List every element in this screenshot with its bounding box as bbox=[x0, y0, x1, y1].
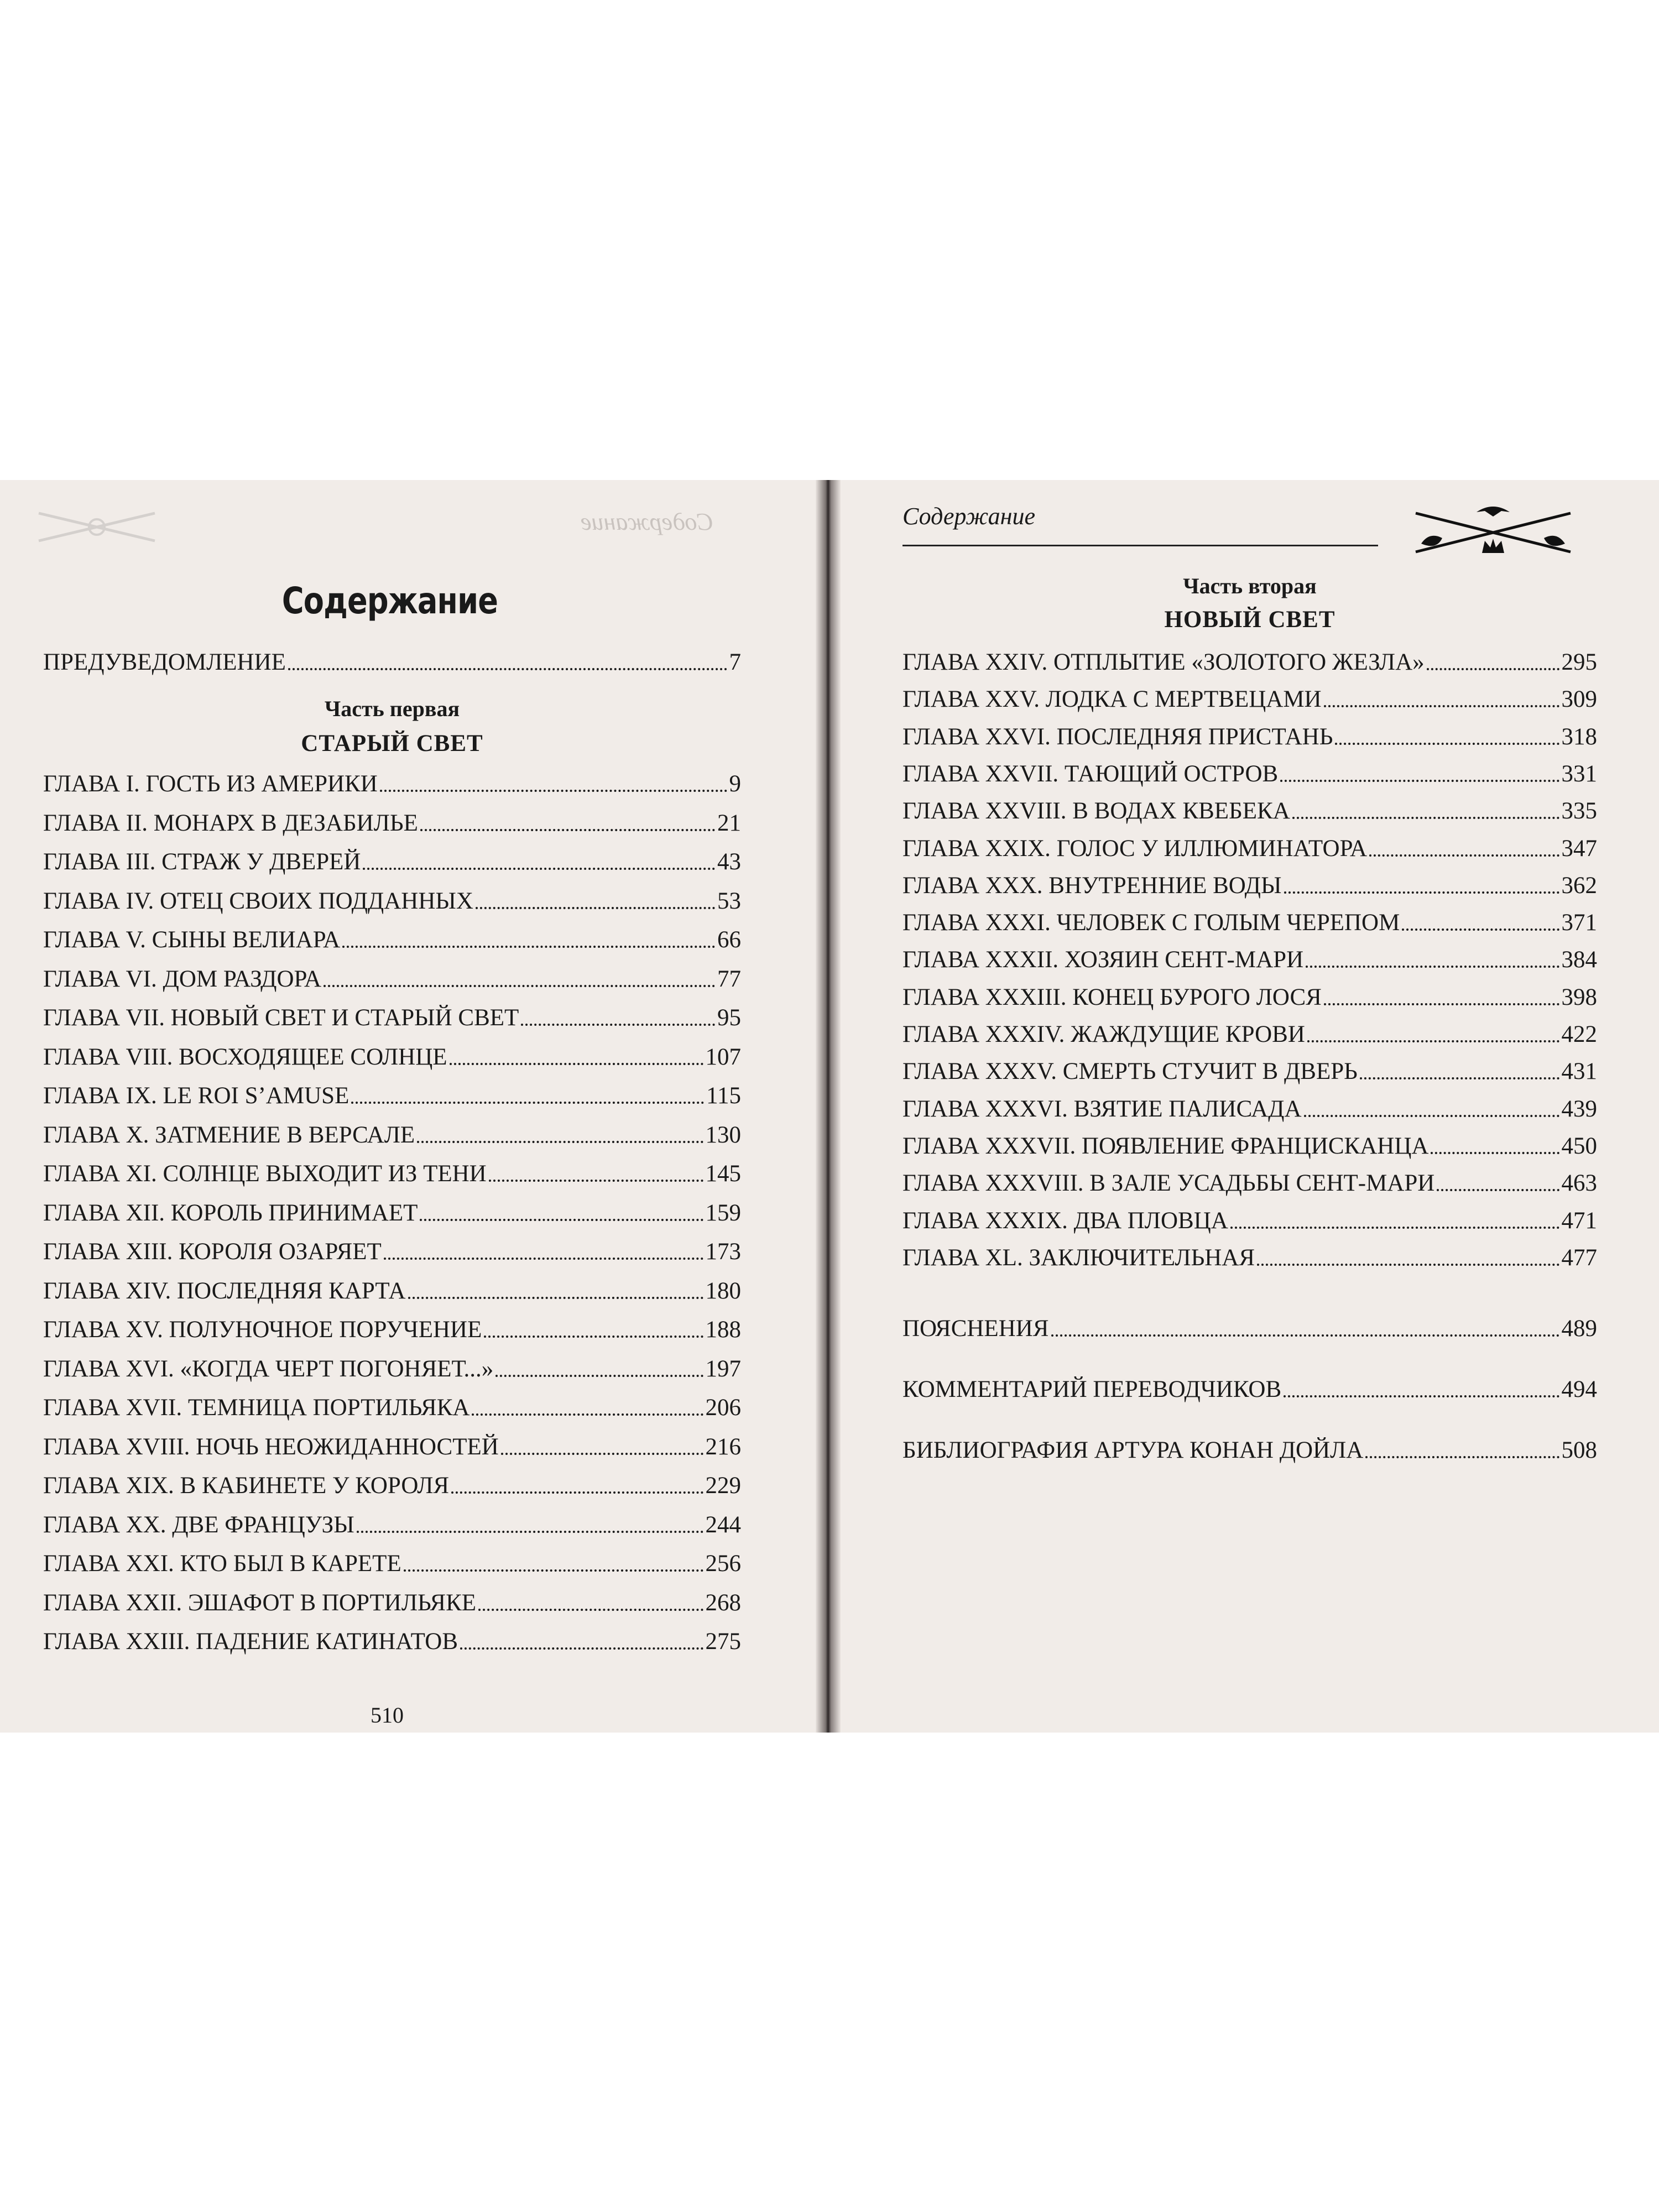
chapter-page: 216 bbox=[705, 1433, 741, 1460]
chapter-entry[interactable] bbox=[902, 1244, 1597, 1271]
chapter-label: ГЛАВА XVII. ТЕМНИЦА ПОРТИЛЬЯКА bbox=[43, 1395, 470, 1421]
dot-leader bbox=[1051, 1330, 1559, 1337]
chapter-page: 318 bbox=[1561, 723, 1597, 750]
chapter-page: 309 bbox=[1561, 686, 1597, 713]
chapter-entry[interactable] bbox=[43, 1044, 741, 1071]
chapter-label: ГЛАВА XXI. КТО БЫЛ В КАРЕТЕ bbox=[43, 1551, 401, 1577]
dot-leader bbox=[472, 1409, 703, 1416]
chapter-entry[interactable] bbox=[902, 909, 1597, 936]
dot-leader bbox=[288, 664, 727, 670]
chapter-label: ГЛАВА X. ЗАТМЕНИЕ В ВЕРСАЛЕ bbox=[43, 1121, 415, 1148]
dot-leader bbox=[460, 1643, 703, 1650]
dot-leader bbox=[1230, 1222, 1559, 1229]
dot-leader bbox=[420, 1214, 703, 1221]
dot-leader bbox=[476, 902, 715, 909]
dot-leader bbox=[450, 1058, 703, 1065]
dot-leader bbox=[1402, 924, 1559, 931]
chapter-label: ГЛАВА VI. ДОМ РАЗДОРА bbox=[43, 966, 322, 992]
right-page bbox=[841, 480, 1659, 1733]
chapter-label: ГЛАВА XXVI. ПОСЛЕДНЯЯ ПРИСТАНЬ bbox=[902, 723, 1333, 750]
chapter-label: ГЛАВА XL. ЗАКЛЮЧИТЕЛЬНАЯ bbox=[902, 1244, 1255, 1271]
chapter-page: 66 bbox=[717, 927, 741, 953]
chapter-entry[interactable] bbox=[43, 1160, 741, 1187]
chapter-label: ГЛАВА III. СТРАЖ У ДВЕРЕЙ bbox=[43, 849, 361, 875]
chapter-label: ГЛАВА XXIX. ГОЛОС У ИЛЛЮМИНАТОРА bbox=[902, 835, 1368, 862]
chapter-label: ГЛАВА XXXIX. ДВА ПЛОВЦА bbox=[902, 1207, 1228, 1234]
chapter-label: ГЛАВА IV. ОТЕЦ СВОИХ ПОДДАННЫХ bbox=[43, 888, 473, 914]
chapter-page: 335 bbox=[1561, 798, 1597, 825]
book-gutter bbox=[816, 480, 841, 1733]
page-title: Содержание bbox=[281, 580, 498, 622]
dot-leader bbox=[1360, 1073, 1559, 1079]
notes-entry[interactable] bbox=[902, 1315, 1597, 1342]
chapter-label: ГЛАВА II. МОНАРХ В ДЕЗАБИЛЬЕ bbox=[43, 810, 418, 836]
chapter-page: 244 bbox=[705, 1511, 741, 1538]
chapter-entry[interactable] bbox=[43, 1511, 741, 1538]
chapter-page: 463 bbox=[1561, 1170, 1597, 1197]
chapter-entry[interactable] bbox=[902, 797, 1597, 825]
chapter-page: 471 bbox=[1561, 1207, 1597, 1234]
dot-leader bbox=[1324, 701, 1559, 707]
chapter-label: ГЛАВА XXXIII. КОНЕЦ БУРОГО ЛОСЯ bbox=[902, 984, 1322, 1010]
left-page bbox=[0, 480, 816, 1733]
chapter-entry[interactable] bbox=[902, 686, 1597, 713]
part-two-title: НОВЫЙ СВЕТ bbox=[1164, 607, 1335, 633]
chapter-page: 422 bbox=[1561, 1021, 1597, 1047]
entry-page: 494 bbox=[1561, 1376, 1597, 1402]
dot-leader bbox=[484, 1331, 703, 1338]
chapter-page: 53 bbox=[717, 888, 741, 914]
chapter-entry[interactable] bbox=[902, 1170, 1597, 1197]
chapter-page: 130 bbox=[705, 1121, 741, 1148]
chapter-entry[interactable] bbox=[43, 1004, 741, 1031]
chapter-entry[interactable] bbox=[43, 848, 741, 875]
dot-leader bbox=[1280, 775, 1559, 782]
part-two-label: Часть вторая bbox=[1183, 573, 1317, 598]
chapter-entry[interactable] bbox=[902, 760, 1597, 787]
chapter-label: ГЛАВА XVIII. НОЧЬ НЕОЖИДАННОСТЕЙ bbox=[43, 1433, 499, 1460]
chapter-page: 362 bbox=[1561, 872, 1597, 899]
chapter-page: 439 bbox=[1561, 1095, 1597, 1122]
chapter-label: ГЛАВА XV. ПОЛУНОЧНОЕ ПОРУЧЕНИЕ bbox=[43, 1317, 482, 1343]
chapter-label: ГЛАВА XXX. ВНУТРЕННИЕ ВОДЫ bbox=[902, 872, 1282, 899]
chapter-entry[interactable] bbox=[43, 1355, 741, 1383]
chapter-label: ГЛАВА XXIV. ОТПЛЫТИЕ «ЗОЛОТОГО ЖЕЗЛА» bbox=[902, 649, 1425, 675]
dot-leader bbox=[384, 1253, 703, 1260]
chapter-page: 229 bbox=[705, 1473, 741, 1499]
entry-page: 7 bbox=[729, 649, 741, 675]
chapter-page: 95 bbox=[717, 1005, 741, 1031]
entry-page: 508 bbox=[1561, 1437, 1597, 1463]
chapter-entry[interactable] bbox=[43, 1121, 741, 1149]
chapter-entry[interactable] bbox=[43, 1238, 741, 1265]
entry-label: КОММЕНТАРИЙ ПЕРЕВОДЧИКОВ bbox=[902, 1376, 1282, 1402]
entry-label: ПРЕДУВЕДОМЛЕНИЕ bbox=[43, 649, 286, 675]
chapter-page: 275 bbox=[705, 1629, 741, 1655]
chapter-label: ГЛАВА XIX. В КАБИНЕТЕ У КОРОЛЯ bbox=[43, 1473, 450, 1499]
chapter-label: ГЛАВА XX. ДВЕ ФРАНЦУЗЫ bbox=[43, 1511, 354, 1538]
dot-leader bbox=[1257, 1259, 1559, 1266]
chapter-entry[interactable] bbox=[902, 1058, 1597, 1085]
chapter-page: 450 bbox=[1561, 1133, 1597, 1159]
chapter-entry[interactable] bbox=[43, 926, 741, 953]
chapter-label: ГЛАВА XXXI. ЧЕЛОВЕК С ГОЛЫМ ЧЕРЕПОМ bbox=[902, 910, 1400, 936]
chapter-page: 371 bbox=[1561, 910, 1597, 936]
chapter-page: 268 bbox=[705, 1589, 741, 1616]
show-through-ornament-icon bbox=[33, 502, 160, 552]
dot-leader bbox=[357, 1526, 703, 1533]
chapter-entry[interactable] bbox=[902, 835, 1597, 862]
chapter-label: ГЛАВА XXXVIII. В ЗАЛЕ УСАДЬБЫ СЕНТ-МАРИ bbox=[902, 1170, 1435, 1197]
chapter-entry[interactable] bbox=[902, 946, 1597, 973]
chapter-page: 256 bbox=[705, 1551, 741, 1577]
chapter-entry[interactable] bbox=[43, 966, 741, 993]
chapter-page: 173 bbox=[705, 1239, 741, 1265]
entry-label: БИБЛИОГРАФИЯ АРТУРА КОНАН ДОЙЛА bbox=[902, 1437, 1364, 1463]
chapter-page: 331 bbox=[1561, 760, 1597, 787]
dot-leader bbox=[324, 980, 715, 987]
dot-leader bbox=[1365, 1452, 1559, 1458]
part-one-title: СТАРЫЙ СВЕТ bbox=[301, 731, 483, 757]
dot-leader bbox=[1427, 664, 1559, 670]
chapter-entry[interactable] bbox=[43, 1628, 741, 1655]
dot-leader bbox=[451, 1487, 703, 1494]
running-header: Содержание bbox=[902, 503, 1036, 530]
chapter-label: ГЛАВА XXV. ЛОДКА С МЕРТВЕЦАМИ bbox=[902, 686, 1322, 713]
chapter-entry[interactable] bbox=[43, 1316, 741, 1343]
chapter-label: ГЛАВА XXIII. ПАДЕНИЕ КАТИНАТОВ bbox=[43, 1629, 458, 1655]
show-through-header: Содержание bbox=[581, 508, 714, 535]
chapter-label: ГЛАВА XXXVII. ПОЯВЛЕНИЕ ФРАНЦИСКАНЦА bbox=[902, 1133, 1429, 1159]
dot-leader bbox=[1335, 738, 1559, 745]
chapter-entry[interactable] bbox=[902, 1095, 1597, 1123]
chapter-label: ГЛАВА XI. СОЛНЦЕ ВЫХОДИТ ИЗ ТЕНИ bbox=[43, 1161, 487, 1187]
bibliography-entry[interactable] bbox=[902, 1437, 1597, 1464]
dot-leader bbox=[495, 1370, 703, 1377]
dot-leader bbox=[1307, 1036, 1559, 1042]
chapter-label: ГЛАВА XIII. КОРОЛЯ ОЗАРЯЕТ bbox=[43, 1239, 382, 1265]
chapter-page: 145 bbox=[705, 1161, 741, 1187]
dot-leader bbox=[1304, 1110, 1559, 1117]
chapter-entry[interactable] bbox=[43, 1433, 741, 1460]
dot-leader bbox=[342, 941, 715, 948]
chapter-label: ГЛАВА IX. LE ROI S’AMUSE bbox=[43, 1083, 349, 1109]
crossed-swords-crown-icon bbox=[1410, 502, 1576, 557]
chapter-label: ГЛАВА XXII. ЭШАФОТ В ПОРТИЛЬЯКЕ bbox=[43, 1589, 477, 1616]
chapter-entry[interactable] bbox=[43, 888, 741, 915]
dot-leader bbox=[404, 1565, 703, 1572]
chapter-page: 180 bbox=[705, 1277, 741, 1304]
dot-leader bbox=[1431, 1147, 1559, 1154]
chapter-entry[interactable] bbox=[902, 1133, 1597, 1160]
chapter-label: ГЛАВА XXXVI. ВЗЯТИЕ ПАЛИСАДА bbox=[902, 1095, 1302, 1122]
chapter-label: ГЛАВА XIV. ПОСЛЕДНЯЯ КАРТА bbox=[43, 1277, 406, 1304]
chapter-page: 107 bbox=[705, 1044, 741, 1070]
entry-page: 489 bbox=[1561, 1316, 1597, 1342]
chapter-label: ГЛАВА I. ГОСТЬ ИЗ АМЕРИКИ bbox=[43, 771, 378, 797]
chapter-entry[interactable] bbox=[43, 1277, 741, 1305]
chapter-label: ГЛАВА XVI. «КОГДА ЧЕРТ ПОГОНЯЕТ...» bbox=[43, 1355, 494, 1382]
dot-leader bbox=[501, 1448, 703, 1455]
dot-leader bbox=[1284, 887, 1559, 894]
preface-entry[interactable] bbox=[43, 649, 741, 676]
chapter-page: 43 bbox=[717, 849, 741, 875]
dot-leader bbox=[363, 863, 715, 870]
part-one-label: Часть первая bbox=[324, 696, 460, 721]
chapter-page: 115 bbox=[706, 1083, 741, 1109]
chapter-entry[interactable] bbox=[43, 1394, 741, 1421]
chapter-page: 9 bbox=[729, 771, 741, 797]
chapter-entry[interactable] bbox=[902, 1021, 1597, 1048]
chapter-label: ГЛАВА XXXIV. ЖАЖДУЩИЕ КРОВИ bbox=[902, 1021, 1305, 1047]
chapter-entry[interactable] bbox=[902, 872, 1597, 899]
chapter-page: 431 bbox=[1561, 1058, 1597, 1085]
dot-leader bbox=[417, 1136, 703, 1143]
dot-leader bbox=[1306, 961, 1559, 968]
chapter-entry[interactable] bbox=[43, 770, 741, 797]
dot-leader bbox=[420, 825, 715, 831]
dot-leader bbox=[489, 1175, 703, 1182]
chapter-entry[interactable] bbox=[902, 984, 1597, 1011]
dot-leader bbox=[408, 1292, 703, 1299]
dot-leader bbox=[521, 1019, 715, 1026]
chapter-entry[interactable] bbox=[43, 1472, 741, 1499]
chapter-page: 159 bbox=[705, 1199, 741, 1226]
chapter-page: 347 bbox=[1561, 835, 1597, 862]
chapter-page: 384 bbox=[1561, 947, 1597, 973]
chapter-label: ГЛАВА XXXII. ХОЗЯИН СЕНТ-МАРИ bbox=[902, 947, 1304, 973]
header-rule bbox=[902, 545, 1378, 546]
chapter-entry[interactable] bbox=[43, 810, 741, 837]
chapter-entry[interactable] bbox=[43, 1550, 741, 1577]
chapter-label: ГЛАВА XII. КОРОЛЬ ПРИНИМАЕТ bbox=[43, 1199, 418, 1226]
chapter-entry[interactable] bbox=[43, 1589, 741, 1616]
dot-leader bbox=[1324, 999, 1559, 1005]
chapter-entry[interactable] bbox=[902, 649, 1597, 676]
dot-leader bbox=[1292, 812, 1559, 819]
chapter-label: ГЛАВА XXXV. СМЕРТЬ СТУЧИТ В ДВЕРЬ bbox=[902, 1058, 1358, 1085]
chapter-entry[interactable] bbox=[43, 1199, 741, 1227]
dot-leader bbox=[1369, 850, 1559, 857]
entry-label: ПОЯСНЕНИЯ bbox=[902, 1316, 1049, 1342]
page-number: 510 bbox=[371, 1703, 404, 1728]
chapter-label: ГЛАВА VII. НОВЫЙ СВЕТ И СТАРЫЙ СВЕТ bbox=[43, 1005, 519, 1031]
dot-leader bbox=[380, 785, 727, 792]
chapter-entry[interactable] bbox=[902, 1207, 1597, 1234]
chapter-page: 77 bbox=[717, 966, 741, 992]
dot-leader bbox=[478, 1604, 703, 1611]
chapter-label: ГЛАВА XXVII. ТАЮЩИЙ ОСТРОВ bbox=[902, 760, 1279, 787]
dot-leader bbox=[1284, 1391, 1559, 1397]
chapter-entry[interactable] bbox=[43, 1082, 741, 1109]
chapter-entry[interactable] bbox=[902, 723, 1597, 750]
chapter-label: ГЛАВА XXVIII. В ВОДАХ КВЕБЕКА bbox=[902, 798, 1290, 825]
chapter-page: 477 bbox=[1561, 1244, 1597, 1271]
chapter-page: 398 bbox=[1561, 984, 1597, 1010]
commentary-entry[interactable] bbox=[902, 1376, 1597, 1403]
dot-leader bbox=[1437, 1185, 1559, 1191]
chapter-page: 197 bbox=[705, 1355, 741, 1382]
dot-leader bbox=[351, 1097, 704, 1104]
chapter-page: 21 bbox=[717, 810, 741, 836]
chapter-page: 188 bbox=[705, 1317, 741, 1343]
chapter-label: ГЛАВА VIII. ВОСХОДЯЩЕЕ СОЛНЦЕ bbox=[43, 1044, 447, 1070]
chapter-page: 295 bbox=[1561, 649, 1597, 675]
chapter-label: ГЛАВА V. СЫНЫ ВЕЛИАРА bbox=[43, 927, 341, 953]
chapter-page: 206 bbox=[705, 1395, 741, 1421]
